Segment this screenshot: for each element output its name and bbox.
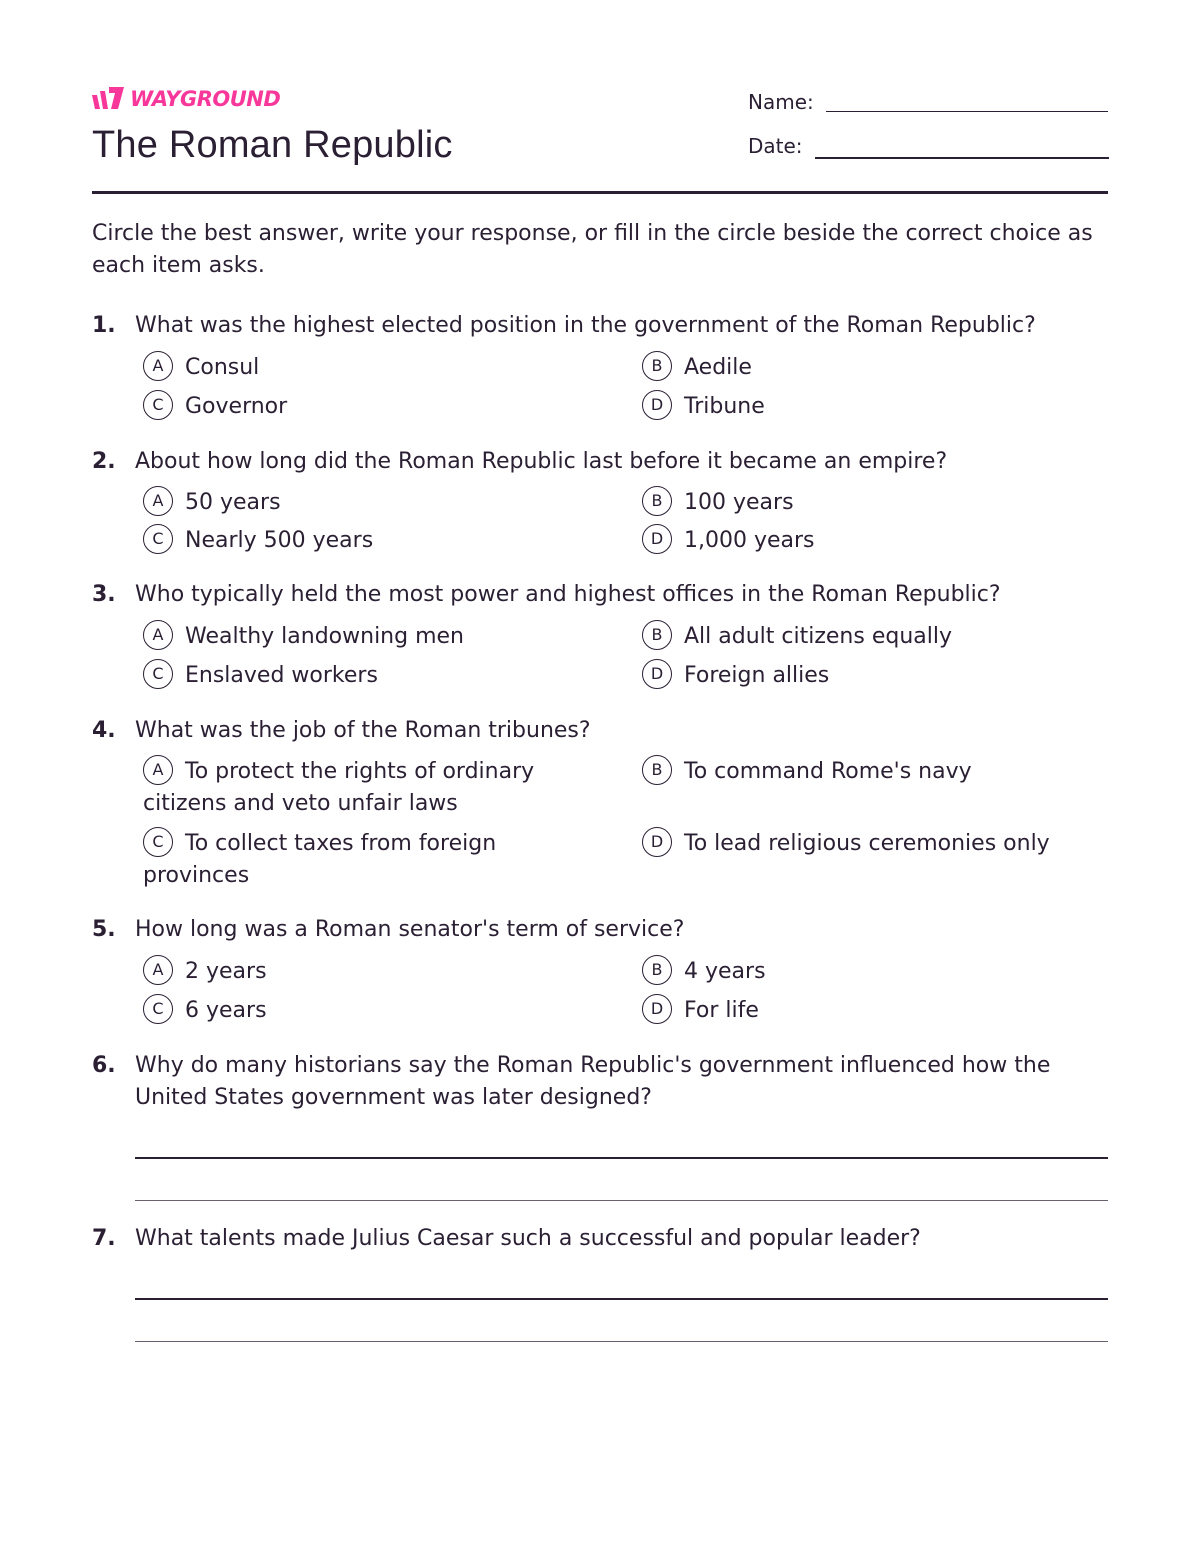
option-d[interactable] bbox=[642, 660, 829, 692]
question-number: 5. bbox=[92, 917, 116, 942]
option-text: Foreign allies bbox=[684, 663, 830, 688]
instructions: Circle the best answer, write your response, or fill in the circle beside the correct choice as each item asks. bbox=[92, 221, 1093, 278]
option-text: Consul bbox=[185, 355, 260, 380]
option-circle[interactable]: B bbox=[642, 955, 672, 985]
option-c[interactable] bbox=[143, 525, 373, 557]
date-field[interactable] bbox=[748, 134, 1109, 158]
option-circle[interactable]: D bbox=[642, 524, 672, 554]
option-text: 2 years bbox=[185, 959, 267, 984]
option-d[interactable] bbox=[642, 995, 759, 1027]
wayground-logo-icon bbox=[92, 87, 124, 111]
option-text: Wealthy landowning men bbox=[185, 624, 464, 649]
question-text: Why do many historians say the Roman Republic's government influenced how the United States government was later designed? bbox=[135, 1053, 1051, 1110]
option-text: 4 years bbox=[684, 959, 766, 984]
option-text: 50 years bbox=[185, 490, 281, 515]
option-circle[interactable]: C bbox=[143, 827, 173, 857]
header-divider bbox=[92, 191, 1108, 194]
question-number: 2. bbox=[92, 449, 116, 474]
option-text: Nearly 500 years bbox=[185, 528, 374, 553]
name-input-line[interactable] bbox=[826, 111, 1108, 112]
option-a[interactable] bbox=[143, 352, 259, 384]
name-label: Name: bbox=[748, 90, 814, 114]
option-text: To command Rome's navy bbox=[684, 759, 972, 784]
option-b[interactable] bbox=[642, 621, 952, 653]
option-c[interactable] bbox=[143, 660, 378, 692]
question-2 bbox=[92, 446, 1108, 556]
option-circle[interactable]: A bbox=[143, 620, 173, 650]
option-circle[interactable]: B bbox=[642, 755, 672, 785]
option-text: For life bbox=[684, 998, 759, 1023]
option-circle[interactable]: A bbox=[143, 755, 173, 785]
answer-line[interactable] bbox=[135, 1200, 1108, 1201]
worksheet-header bbox=[92, 86, 1108, 196]
brand-logo bbox=[92, 86, 280, 112]
question-3 bbox=[92, 579, 1108, 689]
question-6 bbox=[92, 1050, 1108, 1120]
option-c[interactable] bbox=[143, 391, 287, 423]
option-circle[interactable]: B bbox=[642, 620, 672, 650]
option-text: 1,000 years bbox=[684, 528, 815, 553]
option-text: To lead religious ceremonies only bbox=[684, 831, 1050, 856]
question-text: About how long did the Roman Republic last before it became an empire? bbox=[135, 449, 948, 474]
option-text: To protect the rights of ordinary citizens and veto unfair laws bbox=[143, 759, 535, 816]
option-circle[interactable]: C bbox=[143, 994, 173, 1024]
option-b[interactable] bbox=[642, 756, 972, 788]
answer-line[interactable] bbox=[135, 1298, 1108, 1300]
answer-line[interactable] bbox=[135, 1341, 1108, 1342]
option-a[interactable] bbox=[143, 487, 281, 519]
option-circle[interactable]: D bbox=[642, 827, 672, 857]
option-c[interactable] bbox=[143, 828, 563, 892]
option-circle[interactable]: D bbox=[642, 994, 672, 1024]
option-circle[interactable]: C bbox=[143, 659, 173, 689]
option-d[interactable] bbox=[642, 828, 1050, 860]
option-text: 6 years bbox=[185, 998, 267, 1023]
question-number: 1. bbox=[92, 313, 116, 338]
question-text: Who typically held the most power and highest offices in the Roman Republic? bbox=[135, 582, 1001, 607]
question-number: 7. bbox=[92, 1226, 116, 1251]
option-circle[interactable]: C bbox=[143, 390, 173, 420]
option-circle[interactable]: C bbox=[143, 524, 173, 554]
option-circle[interactable]: B bbox=[642, 351, 672, 381]
date-input-line[interactable] bbox=[815, 157, 1109, 159]
brand-name: WAYGROUND bbox=[130, 87, 281, 111]
option-a[interactable] bbox=[143, 756, 563, 820]
option-d[interactable] bbox=[642, 391, 765, 423]
question-7 bbox=[92, 1223, 1108, 1263]
question-5 bbox=[92, 914, 1108, 1024]
option-text: To collect taxes from foreign provinces bbox=[143, 831, 497, 888]
option-a[interactable] bbox=[143, 621, 464, 653]
question-text: What was the highest elected position in the government of the Roman Republic? bbox=[135, 313, 1036, 338]
option-c[interactable] bbox=[143, 995, 267, 1027]
option-b[interactable] bbox=[642, 956, 766, 988]
option-text: Aedile bbox=[684, 355, 752, 380]
name-field[interactable] bbox=[748, 90, 1108, 114]
question-1 bbox=[92, 310, 1108, 420]
question-number: 6. bbox=[92, 1053, 116, 1078]
option-text: Enslaved workers bbox=[185, 663, 378, 688]
option-text: All adult citizens equally bbox=[684, 624, 952, 649]
date-label: Date: bbox=[748, 134, 803, 158]
question-number: 3. bbox=[92, 582, 116, 607]
option-a[interactable] bbox=[143, 956, 267, 988]
question-4 bbox=[92, 715, 1108, 895]
option-text: Tribune bbox=[684, 394, 765, 419]
question-number: 4. bbox=[92, 718, 116, 743]
option-circle[interactable]: A bbox=[143, 351, 173, 381]
option-b[interactable] bbox=[642, 352, 752, 384]
option-circle[interactable]: D bbox=[642, 659, 672, 689]
question-text: What talents made Julius Caesar such a successful and popular leader? bbox=[135, 1226, 921, 1251]
option-text: 100 years bbox=[684, 490, 794, 515]
option-circle[interactable]: A bbox=[143, 486, 173, 516]
option-circle[interactable]: A bbox=[143, 955, 173, 985]
answer-line[interactable] bbox=[135, 1157, 1108, 1159]
option-circle[interactable]: B bbox=[642, 486, 672, 516]
question-text: What was the job of the Roman tribunes? bbox=[135, 718, 591, 743]
option-d[interactable] bbox=[642, 525, 815, 557]
option-b[interactable] bbox=[642, 487, 794, 519]
option-circle[interactable]: D bbox=[642, 390, 672, 420]
option-text: Governor bbox=[185, 394, 288, 419]
page-title: The Roman Republic bbox=[92, 124, 453, 166]
question-text: How long was a Roman senator's term of service? bbox=[135, 917, 685, 942]
